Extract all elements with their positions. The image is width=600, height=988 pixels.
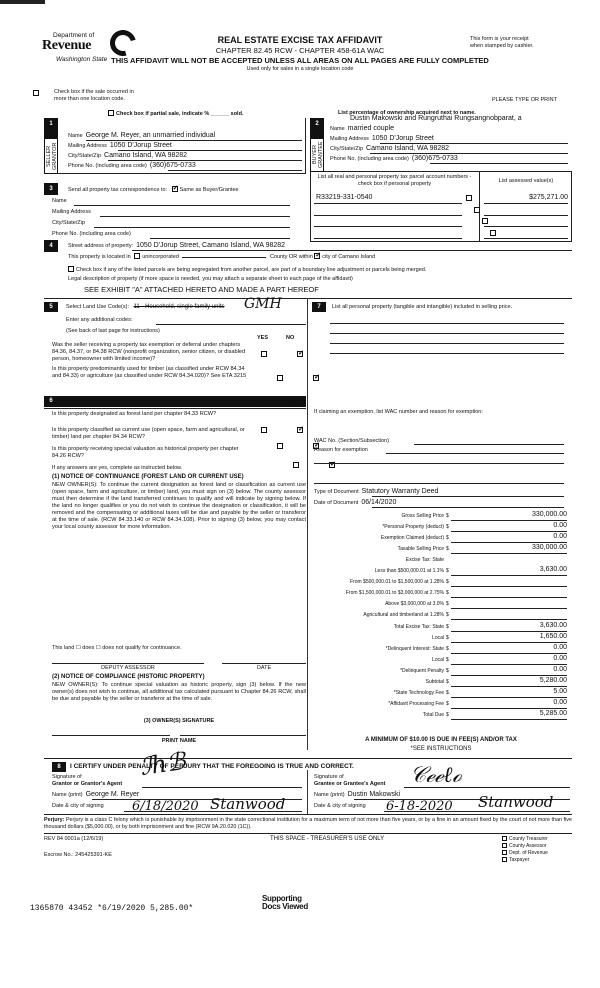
section-5-number: 5 bbox=[44, 302, 58, 312]
grantor-signature: ℐℎℬ bbox=[138, 746, 188, 782]
grantee-name-field[interactable] bbox=[314, 791, 400, 798]
unincorporated-label: unincorporated bbox=[142, 254, 179, 260]
form-warning: THIS AFFIDAVIT WILL NOT BE ACCEPTED UNLESS ALL AREAS ON ALL PAGES ARE FULLY COMPLETED bbox=[111, 56, 489, 65]
tax-row-label: Less than $500,000.01 at 1.1% bbox=[374, 568, 444, 574]
segregated-label: Check box if any of the listed parcels are being segregated from another parcel, are part of a boundary line adjustment or parcels being merged. bbox=[76, 267, 427, 273]
parcel-account-line bbox=[314, 203, 462, 204]
tax-row-label: *Personal Property (deduct) bbox=[382, 524, 444, 530]
seller-address-line bbox=[118, 150, 302, 151]
perjury-notice bbox=[44, 817, 572, 831]
personal-property-checkbox[interactable] bbox=[482, 218, 488, 224]
property-location-row bbox=[68, 253, 375, 260]
grantor-city-value: Stanwood bbox=[210, 795, 286, 813]
distribution-label: Dept. of Revenue bbox=[509, 850, 548, 856]
grantee-date-value: 6-18-2020 bbox=[386, 799, 453, 814]
tax-row-value[interactable] bbox=[451, 577, 567, 587]
same-as-buyer-label: Same as Buyer/Grantee bbox=[179, 187, 239, 193]
minimum-note: A MINIMUM OF $10.00 IS DUE IN FEE(S) AND/OR TAX bbox=[365, 737, 517, 743]
dollar-sign: $ bbox=[446, 712, 449, 718]
dollar-sign: $ bbox=[446, 679, 449, 685]
seller-side-label: SELLER GRANTOR bbox=[46, 142, 58, 170]
land-use-code: 11 - Household, single family units bbox=[133, 304, 225, 310]
distribution-list bbox=[502, 836, 548, 864]
document-type-value: Statutory Warranty Deed bbox=[361, 488, 439, 495]
document-date-field[interactable] bbox=[314, 499, 396, 506]
grantor-sig-label-1: Signature of bbox=[52, 774, 82, 780]
dollar-sign: $ bbox=[446, 535, 449, 541]
correspondence-address-field[interactable] bbox=[52, 209, 91, 215]
instructions-note: (See back of last page for instructions) bbox=[66, 328, 160, 334]
dollar-sign: $ bbox=[446, 568, 449, 574]
assessor-date-line[interactable] bbox=[222, 663, 306, 664]
supporting-docs-stamp bbox=[262, 895, 308, 910]
tax-row-label: Local bbox=[432, 635, 444, 641]
no-checkbox[interactable] bbox=[313, 375, 319, 381]
checkbox-icon[interactable] bbox=[33, 90, 39, 96]
dollar-sign: $ bbox=[446, 579, 449, 585]
partial-sale-label: Check box if partial sale, indicate % ______ sold. bbox=[116, 111, 244, 117]
deputy-assessor-label: DEPUTY ASSESSOR bbox=[101, 665, 155, 671]
seller-name-label: Name bbox=[68, 133, 83, 139]
distribution-item bbox=[502, 857, 548, 864]
parcel-account[interactable]: R33219-331-0540 bbox=[316, 194, 373, 201]
owner-signature-title: (3) OWNER(S) SIGNATURE bbox=[143, 718, 215, 724]
tax-row-value[interactable]: 0.00 bbox=[451, 533, 567, 543]
land-use-row[interactable] bbox=[66, 304, 224, 310]
print-name-label: PRINT NAME bbox=[161, 738, 197, 744]
parcel-header-left: List all real and personal property tax parcel account numbers - check box if personal property bbox=[317, 174, 472, 187]
column-divider bbox=[307, 298, 308, 750]
dollar-sign: $ bbox=[446, 624, 449, 630]
segregated-checkbox[interactable] bbox=[68, 266, 74, 272]
section-4-number: 4 bbox=[44, 240, 58, 252]
tax-row-value[interactable]: 5.00 bbox=[451, 688, 567, 698]
dollar-sign: $ bbox=[446, 657, 449, 663]
owner-print-line[interactable] bbox=[180, 735, 306, 736]
yes-checkbox[interactable] bbox=[261, 427, 267, 433]
correspondence-city-label: City/State/Zip bbox=[52, 220, 86, 226]
footer-mid-rule bbox=[44, 833, 572, 834]
owner-signature-line[interactable] bbox=[52, 735, 170, 736]
please-print: PLEASE TYPE OR PRINT bbox=[492, 97, 558, 103]
section-6-number: 6 bbox=[49, 398, 53, 404]
tax-row-value[interactable]: 3,630.00 bbox=[451, 622, 567, 632]
grantee-signature: 𝒞ℯℯℓℴ bbox=[410, 763, 462, 788]
grantor-signature-line[interactable] bbox=[142, 787, 302, 788]
distribution-item bbox=[502, 836, 548, 843]
logo-state: Washington State bbox=[56, 56, 108, 63]
section-3-number: 3 bbox=[44, 183, 58, 195]
document-type-line bbox=[372, 496, 564, 497]
seller-address-field[interactable] bbox=[68, 142, 172, 149]
buyer-name-value: married couple bbox=[347, 125, 394, 132]
tax-row-value[interactable]: 0.00 bbox=[451, 699, 567, 709]
multi-location-line-1: Check box if the sale occurred in bbox=[54, 89, 134, 95]
ownership-note: List percentage of ownership acquired next to name. bbox=[338, 110, 476, 116]
deputy-assessor-line[interactable] bbox=[52, 663, 204, 664]
tax-row-label: Total Due bbox=[422, 712, 444, 718]
grantor-sig-label-2: Grantor or Grantor's Agent bbox=[52, 781, 123, 787]
dollar-sign: $ bbox=[446, 635, 449, 641]
grantor-date-label: Date & city of signing bbox=[52, 803, 104, 809]
grantee-signature-label bbox=[314, 774, 385, 788]
personal-property-checkbox[interactable] bbox=[474, 207, 480, 213]
distribution-checkbox[interactable] bbox=[502, 850, 507, 855]
tax-row-label: Taxable Selling Price bbox=[397, 546, 444, 552]
distribution-checkbox[interactable] bbox=[502, 857, 507, 862]
buyer-city-field[interactable] bbox=[330, 145, 449, 152]
buyer-address-field[interactable] bbox=[330, 135, 434, 142]
dollar-sign: $ bbox=[446, 546, 449, 552]
buyer-side-label: BUYER GRANTEE bbox=[312, 141, 324, 169]
correspondence-name-label: Name bbox=[52, 198, 67, 204]
distribution-item bbox=[502, 850, 548, 857]
section-8-top-rule bbox=[44, 758, 572, 759]
form-chapters: CHAPTER 82.45 RCW - CHAPTER 458-61A WAC bbox=[215, 46, 385, 55]
property-street-label: Street address of property: bbox=[68, 243, 134, 249]
tax-row-value[interactable] bbox=[451, 610, 567, 620]
buyer-city-line bbox=[370, 153, 568, 154]
document-date-line bbox=[372, 507, 564, 508]
certification-divider bbox=[307, 770, 308, 814]
form-number: REV 84 0001a (12/6/19) bbox=[44, 836, 104, 842]
correspondence-label: Send all property tax correspondence to: bbox=[68, 187, 168, 193]
reason-label: Reason for exemption bbox=[314, 447, 368, 453]
additional-codes-line[interactable] bbox=[156, 324, 306, 325]
grantor-name-field[interactable] bbox=[52, 791, 139, 798]
document-type-field[interactable] bbox=[314, 488, 438, 495]
multi-location-line-2: more than one location code. bbox=[54, 96, 125, 102]
question-text: Is this property receiving special valuation as historical property per chapter 84.26 RCW? bbox=[52, 446, 239, 459]
grantee-date-label: Date & city of signing bbox=[314, 803, 366, 809]
no-checkbox[interactable] bbox=[297, 351, 303, 357]
tax-row-label: From $1,500,000.01 to $3,000,000 at 2.75% bbox=[345, 590, 444, 596]
located-prefix: This property is located in bbox=[68, 254, 131, 260]
section-6-no-header: NO bbox=[286, 399, 295, 405]
question-text: Is this property classified as current use (open space, farm and agricultural, or timber) land per chapter 84.34 RCW? bbox=[52, 427, 245, 440]
personal-property-label: List all personal property (tangible and intangible) included in selling price. bbox=[332, 304, 513, 310]
yes-checkbox[interactable] bbox=[261, 351, 267, 357]
exemption-label: If claiming an exemption, list WAC number and reason for exemption: bbox=[314, 409, 483, 415]
tax-row-label: Subtotal bbox=[425, 679, 444, 685]
partial-sale-checkbox[interactable] bbox=[108, 110, 114, 116]
seller-city-line bbox=[108, 160, 302, 161]
dollar-sign: $ bbox=[446, 601, 449, 607]
question-text: Is this property predominantly used for timber (as classified under RCW 84.34 and 84.33) or agriculture (as classified under RCW 84.34.020)? See ETA 3215 bbox=[52, 366, 247, 379]
grantor-date-line bbox=[124, 811, 302, 812]
seller-city-value: Camano Island, WA 98282 bbox=[104, 152, 188, 159]
correspondence-phone-label: Phone No. (including area code) bbox=[52, 231, 131, 237]
correspondence-label-row bbox=[68, 186, 239, 193]
qualify-line: This land ☐ does ☐ does not qualify for continuance. bbox=[52, 645, 182, 651]
parcel-account-line bbox=[314, 215, 462, 216]
document-type-label: Type of Document bbox=[314, 489, 359, 495]
handwritten-initials: GMH bbox=[244, 296, 282, 312]
question-text: Is this property designated as forest land per chapter 84.33 RCW? bbox=[52, 411, 217, 417]
seller-phone-line bbox=[168, 170, 302, 171]
supporting-stamp-line-2: Docs Viewed bbox=[262, 901, 308, 911]
grantee-date-field[interactable] bbox=[314, 803, 366, 809]
buyer-address-line bbox=[380, 143, 568, 144]
section-6-yes-header: YES bbox=[257, 399, 269, 405]
grantee-name-value: Dustin Makowski bbox=[347, 791, 401, 798]
parcel-value-line bbox=[484, 226, 568, 227]
distribution-checkbox[interactable] bbox=[502, 843, 507, 848]
supporting-stamp-line-1: Supporting bbox=[262, 894, 302, 903]
parcel-assessed-value[interactable]: $275,271.00 bbox=[529, 194, 568, 201]
wac-label: WAC No. (Section/Subsection) bbox=[314, 438, 389, 444]
footer-top-rule bbox=[44, 814, 572, 815]
single-location-note: Used only for sales in a single location code bbox=[246, 66, 354, 72]
yes-checkbox[interactable] bbox=[277, 443, 283, 449]
question-text: Was the seller receiving a property tax exemption or deferral under chapters 84.36, 84.37, or 84.38 RCW (nonprofit organization, senior citizen, or disabled person, homeowner with limited income)? bbox=[52, 342, 246, 362]
tax-row-label: From $500,000.01 to $1,500,000 at 1.28% bbox=[350, 579, 444, 585]
logo-revenue: Revenue bbox=[42, 38, 92, 53]
notice-1-text: NEW OWNER(S): To continue the current designation as forest land or classification as current use (open space, farm and agriculture, or timber) land, you must sign on (3) below. The county assessor must then determine if the land transferred continues to qualify and will indicate by signing below. If the land no longer qualifies or you do not wish to continue the designation or classification, it will be removed and the compensating or additional taxes will be due and payable by the seller or transferor at the time of sale. (RCW 84.33.140 or RCW 84.34.108). Prior to signing (3) below, you may contact your local county assessor for more information. bbox=[52, 482, 306, 530]
correspondence-city-field[interactable] bbox=[52, 220, 85, 226]
buyer-address-value: 1050 D'Jorup Street bbox=[371, 135, 434, 142]
seller-name-value: George M. Reyer, an unmarried individual bbox=[85, 132, 216, 139]
city-of-label: city of Camano Island bbox=[322, 254, 376, 260]
document-date-label: Date of Document bbox=[314, 500, 359, 506]
grantee-sig-label-2: Grantee or Grantee's Agent bbox=[314, 781, 386, 787]
section-8-number: 8 bbox=[52, 762, 66, 772]
correspondence-address-label: Mailing Address bbox=[52, 209, 91, 215]
dollar-sign: $ bbox=[446, 646, 449, 652]
buyer-phone-line bbox=[430, 163, 568, 164]
receipt-note bbox=[470, 36, 534, 50]
parcel-value-line bbox=[484, 238, 568, 239]
tax-row-value[interactable]: 330,000.00 bbox=[451, 511, 567, 521]
seller-name-field[interactable] bbox=[68, 132, 215, 139]
correspondence-phone-line[interactable] bbox=[150, 238, 290, 239]
no-checkbox[interactable] bbox=[297, 427, 303, 433]
document-top-rule bbox=[314, 483, 564, 484]
tax-row-value[interactable]: 3,630.00 bbox=[451, 566, 567, 576]
partial-sale-field[interactable] bbox=[108, 110, 243, 117]
unincorporated-checkbox[interactable] bbox=[134, 253, 140, 259]
dollar-sign: $ bbox=[446, 701, 449, 707]
grantor-name-label: Name (print) bbox=[52, 792, 83, 798]
tax-row-value[interactable]: 0.00 bbox=[451, 655, 567, 665]
distribution-item bbox=[502, 843, 548, 850]
tax-row-value[interactable]: 330,000.00 bbox=[451, 544, 567, 554]
receipt-line-2: when stamped by cashier. bbox=[470, 43, 534, 49]
buyer-city-value: Camano Island, WA 98282 bbox=[366, 145, 450, 152]
grantee-date-line bbox=[384, 811, 570, 812]
escrow-number: Escrow No.: 245425391-KE bbox=[44, 852, 112, 858]
receipt-line-1: This form is your receipt bbox=[470, 36, 529, 42]
buyer-name-label: Name bbox=[330, 126, 345, 132]
city-checkbox[interactable] bbox=[314, 253, 320, 259]
distribution-checkbox[interactable] bbox=[502, 836, 507, 841]
notice-2-text: NEW OWNER(S): To continue special valuation as historic property, sign (3) below. If the new owner(s) does not wish to continue, all additional tax calculated pursuant to Chapter 84.26 RCW, shall be due and payable by the seller or transferor at the time of sale. bbox=[52, 682, 306, 702]
parcel-account-line bbox=[314, 226, 462, 227]
tax-row-label: *State Technology Fee bbox=[393, 690, 444, 696]
perjury-text: Perjury is a class C felony which is punishable by imprisonment in the state correctional institution for a maximum term of not more than five years, or by a fine in an amount fixed by the court of not more than five thousand dollars ($5,000.00), or by both imprisonment and fine (RCW 9A.20.020 (1C)). bbox=[44, 817, 573, 830]
document-date-value: 06/14/2020 bbox=[361, 499, 397, 506]
section-6-rule bbox=[44, 408, 306, 409]
certification-text: I CERTIFY UNDER PENALTY OF PERJURY THAT THE FOREGOING IS TRUE AND CORRECT. bbox=[70, 763, 354, 770]
yes-checkbox[interactable] bbox=[277, 375, 283, 381]
distribution-label: County Treasurer bbox=[509, 836, 548, 842]
seller-phone-value: (360)675-0733 bbox=[149, 162, 196, 169]
property-street-value: 1050 D'Jorup Street, Camano Island, WA 98282 bbox=[136, 242, 286, 249]
buyer-address-label: Mailing Address bbox=[330, 136, 369, 142]
seller-phone-label: Phone No. (including area code) bbox=[68, 163, 147, 169]
yes-checkbox[interactable] bbox=[293, 462, 299, 468]
segregated-row bbox=[68, 266, 426, 273]
dollar-sign: $ bbox=[446, 668, 449, 674]
multi-location-checkbox[interactable] bbox=[33, 90, 41, 97]
tax-row-value[interactable]: 0.00 bbox=[451, 644, 567, 654]
property-street-line bbox=[132, 250, 572, 251]
grantee-name-label: Name (print) bbox=[314, 792, 345, 798]
tax-row-label: Gross Selling Price bbox=[401, 513, 444, 519]
tax-row-label: *Delinquent Interest: State bbox=[385, 646, 444, 652]
section-2-number: 2 bbox=[315, 121, 319, 127]
notice-2-title: (2) NOTICE OF COMPLIANCE (HISTORIC PROPERTY) bbox=[52, 674, 205, 680]
dollar-sign: $ bbox=[446, 690, 449, 696]
buyer-city-label: City/State/Zip bbox=[330, 146, 364, 152]
same-as-buyer-checkbox[interactable] bbox=[172, 186, 178, 192]
tax-row-label: Local bbox=[432, 657, 444, 663]
additional-codes-label: Enter any additional codes: bbox=[66, 317, 133, 323]
tax-row-label: Agricultural and timberland at 1.28% bbox=[363, 612, 444, 618]
dollar-sign: $ bbox=[446, 513, 449, 519]
wac-line[interactable] bbox=[414, 444, 564, 445]
dollar-sign: $ bbox=[446, 612, 449, 618]
distribution-label: Taxpayer bbox=[509, 857, 530, 863]
tax-row-value[interactable]: 5,285.00 bbox=[451, 710, 567, 720]
reason-line-2[interactable] bbox=[314, 463, 564, 464]
grantee-sig-label-1: Signature of bbox=[314, 774, 344, 780]
grantor-date-field[interactable] bbox=[52, 803, 104, 809]
section-1-number: 1 bbox=[49, 121, 53, 127]
correspondence-name-line[interactable] bbox=[74, 205, 290, 206]
tax-row-value[interactable] bbox=[451, 588, 567, 598]
legal-description-value: SEE EXHIBIT "A" ATTACHED HERETO AND MADE A PART HEREOF bbox=[84, 285, 319, 294]
tax-row-label: Total Excise Tax: State bbox=[393, 624, 444, 630]
correspondence-address-line[interactable] bbox=[100, 216, 290, 217]
county-or-within-label: County OR within bbox=[269, 254, 313, 260]
perjury-label: Perjury: bbox=[44, 817, 65, 823]
tax-row-value[interactable]: 0.00 bbox=[451, 666, 567, 676]
multi-location-label bbox=[54, 89, 134, 103]
seller-name-line bbox=[86, 140, 302, 141]
notice-1-title: (1) NOTICE OF CONTINUANCE (FOREST LAND OR CURRENT USE) bbox=[52, 474, 244, 480]
reason-line[interactable] bbox=[386, 453, 564, 454]
buyer-name-line-1: Dustin Makowski and Rungruthai Rungsangnobparat, a bbox=[350, 115, 522, 122]
seller-city-label: City/State/Zip bbox=[68, 153, 102, 159]
section-5-no-header: NO bbox=[286, 335, 295, 341]
legal-description-label: Legal description of property (if more space is needed, you may attach a separate sheet to each page of the affidavit) bbox=[68, 276, 353, 282]
tax-row-value[interactable] bbox=[451, 599, 567, 609]
personal-property-line-2[interactable] bbox=[330, 333, 564, 334]
property-street-field[interactable] bbox=[68, 242, 285, 249]
seller-phone-field[interactable] bbox=[68, 162, 196, 169]
tax-row-label: Exemption Claimed (deduct) bbox=[380, 535, 444, 541]
treasurer-use: THIS SPACE - TREASURER'S USE ONLY bbox=[270, 836, 385, 842]
personal-property-checkbox[interactable] bbox=[490, 230, 496, 236]
buyer-phone-value: (360)675-0733 bbox=[411, 155, 458, 162]
if-yes-note: If any answers are yes, complete as instructed below. bbox=[52, 465, 183, 471]
buyer-phone-label: Phone No. (including area code) bbox=[330, 156, 409, 162]
parcel-value-line bbox=[484, 215, 568, 216]
section-7-number: 7 bbox=[312, 302, 326, 312]
dollar-sign: $ bbox=[446, 590, 449, 596]
parcel-value-line bbox=[484, 203, 568, 204]
correspondence-phone-field[interactable] bbox=[52, 231, 131, 237]
county-line[interactable] bbox=[182, 257, 266, 258]
tax-row-label: *Delinquent Penalty bbox=[400, 668, 444, 674]
tax-row-value[interactable]: 1,650.00 bbox=[451, 633, 567, 643]
parcel-account-line bbox=[314, 238, 462, 239]
form-title: REAL ESTATE EXCISE TAX AFFIDAVIT bbox=[217, 35, 383, 45]
tax-row-value[interactable]: 0.00 bbox=[451, 522, 567, 532]
buyer-name-field[interactable] bbox=[330, 125, 394, 132]
scan-edge-mark bbox=[0, 0, 45, 4]
seller-address-value: 1050 D'Jorup Street bbox=[109, 142, 172, 149]
personal-property-checkbox[interactable] bbox=[466, 195, 472, 201]
grantor-signature-label bbox=[52, 774, 122, 788]
section-5-yes-header: YES bbox=[257, 335, 269, 341]
land-use-label: Select Land Use Code(s): bbox=[66, 304, 129, 310]
dollar-sign: $ bbox=[446, 524, 449, 530]
tax-row-label: Above $3,000,000 at 3.0% bbox=[385, 601, 444, 607]
buyer-phone-field[interactable] bbox=[330, 155, 458, 162]
see-instructions: *SEE INSTRUCTIONS bbox=[410, 746, 472, 752]
tax-row-value[interactable]: 5,280.00 bbox=[451, 677, 567, 687]
distribution-label: County Assessor bbox=[509, 843, 547, 849]
seller-address-label: Mailing Address bbox=[68, 143, 107, 149]
receipt-stamp: 1365870 43452 *6/19/2020 5,285.00* bbox=[30, 904, 194, 913]
correspondence-name-field[interactable] bbox=[52, 198, 67, 204]
tax-row-label: *Affidavit Processing Fee bbox=[388, 701, 444, 707]
logo-dept: Department of bbox=[53, 32, 95, 39]
assessor-date-label: DATE bbox=[256, 665, 272, 671]
personal-property-line-3[interactable] bbox=[330, 343, 564, 344]
personal-property-line-1[interactable] bbox=[330, 323, 564, 324]
correspondence-city-line[interactable] bbox=[94, 227, 290, 228]
grantee-city-value: Stanwood bbox=[478, 793, 554, 811]
parcel-header-right: List assessed value(s) bbox=[498, 178, 554, 184]
seller-city-field[interactable] bbox=[68, 152, 187, 159]
grantor-name-value: George M. Reyer bbox=[85, 791, 140, 798]
excise-header: Excise Tax: State bbox=[405, 557, 444, 563]
personal-property-line-4[interactable] bbox=[330, 353, 564, 354]
grantor-date-value: 6/18/2020 bbox=[132, 799, 199, 814]
